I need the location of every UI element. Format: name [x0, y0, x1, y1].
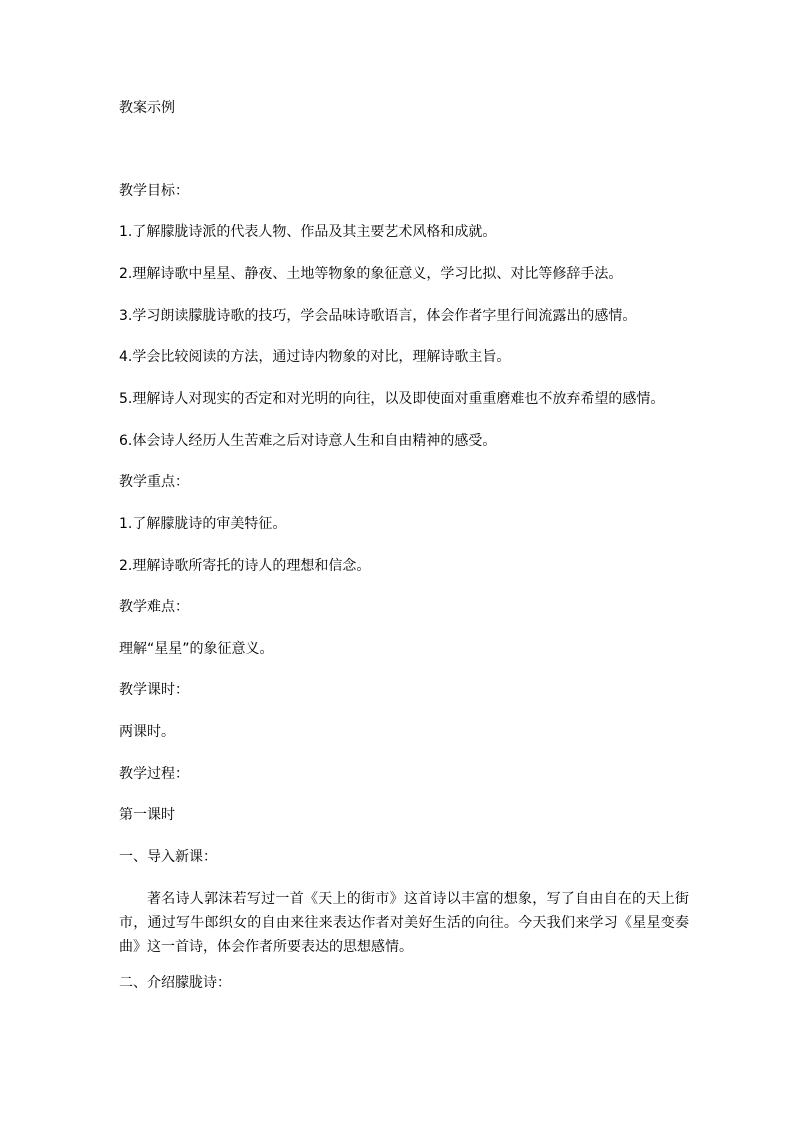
hours-heading: 教学课时： — [119, 682, 189, 698]
objective-item: 4.学会比较阅读的方法，通过诗内物象的对比，理解诗歌主旨。 — [119, 349, 511, 365]
key-points-heading: 教学重点： — [119, 474, 189, 490]
difficulty-heading: 教学难点： — [119, 599, 189, 615]
lesson-one-label: 第一课时 — [119, 807, 175, 823]
document-title: 教案示例 — [119, 100, 175, 116]
objective-item: 2.理解诗歌中星星、静夜、土地等物象的象征意义，学习比拟、对比等修辞手法。 — [119, 266, 623, 282]
key-point-item: 1.了解朦胧诗的审美特征。 — [119, 516, 287, 532]
key-point-item: 2.理解诗歌所寄托的诗人的理想和信念。 — [119, 558, 371, 574]
section-two-heading: 二、介绍朦胧诗： — [119, 975, 231, 991]
objective-item: 6.体会诗人经历人生苦难之后对诗意人生和自由精神的感受。 — [119, 433, 497, 449]
section-one-body: 著名诗人郭沫若写过一首《天上的街市》这首诗以丰富的想象，写了自由自在的天上街市，通过写牛郎织女的自由来往来表达作者对美好生活的向往。今天我们来学习《星星变奏曲》这一首诗，体会作者所要表达的思想感情。 — [119, 891, 689, 955]
process-heading: 教学过程： — [119, 766, 189, 782]
hours-text: 两课时。 — [119, 724, 175, 740]
objective-item: 3.学习朗读朦胧诗歌的技巧，学会品味诗歌语言，体会作者字里行间流露出的感情。 — [119, 308, 637, 324]
objective-item: 1.了解朦胧诗派的代表人物、作品及其主要艺术风格和成就。 — [119, 224, 497, 240]
section-one-heading: 一、导入新课： — [119, 849, 217, 865]
objective-item: 5.理解诗人对现实的否定和对光明的向往，以及即使面对重重磨难也不放弃希望的感情。 — [119, 391, 665, 407]
objectives-heading: 教学目标： — [119, 183, 189, 199]
difficulty-text: 理解“星星”的象征意义。 — [119, 641, 274, 657]
